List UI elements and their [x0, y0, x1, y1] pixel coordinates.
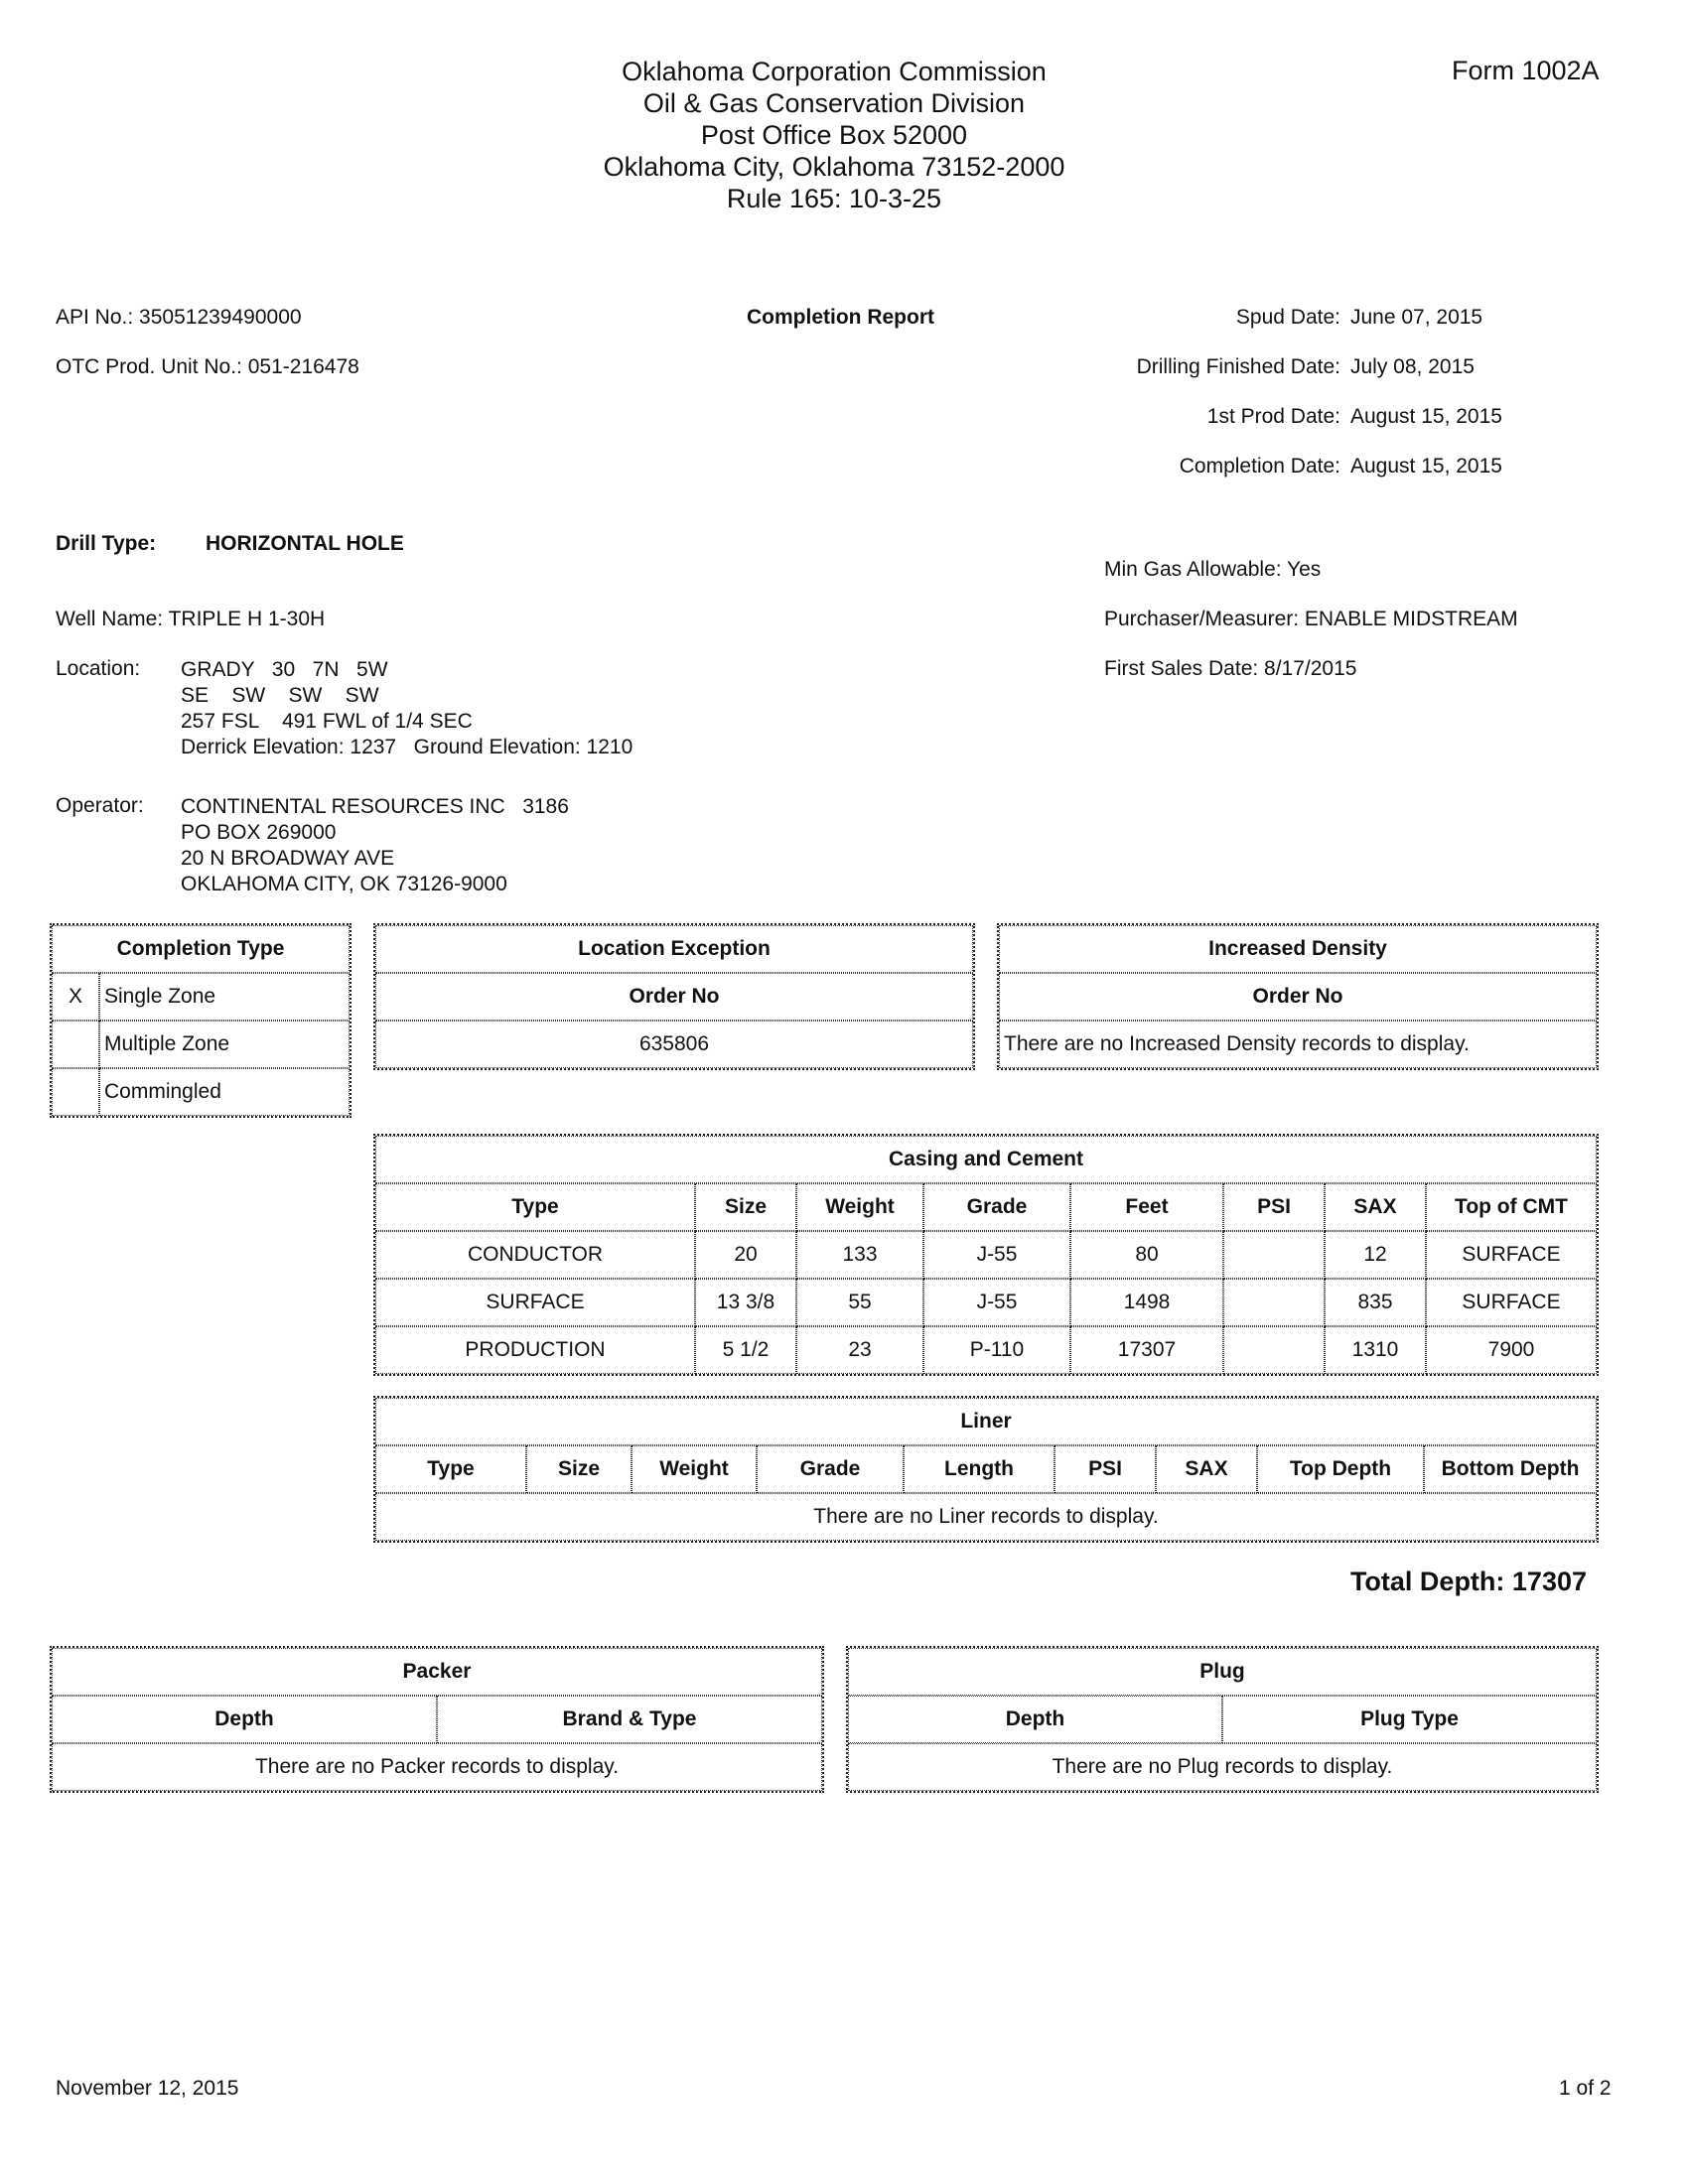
drilling-finished-value: July 08, 2015	[1350, 355, 1475, 378]
table-row	[848, 1743, 1597, 1791]
api-label: API No.:	[56, 306, 134, 329]
purchaser-measurer: Purchaser/Measurer: ENABLE MIDSTREAM	[1104, 608, 1518, 630]
casing-cell: 133	[796, 1231, 923, 1279]
increased-density-table	[997, 923, 1599, 1070]
table-row	[375, 1493, 1597, 1541]
liner-col-bottom-depth: Bottom Depth	[1424, 1445, 1597, 1493]
liner-col-top-depth: Top Depth	[1257, 1445, 1424, 1493]
liner-table	[373, 1396, 1599, 1543]
header-line: Rule 165: 10-3-25	[726, 184, 942, 213]
header-line: Post Office Box 52000	[700, 120, 968, 150]
otc-label: OTC Prod. Unit No.:	[56, 355, 242, 378]
otc-unit-number	[56, 355, 359, 379]
total-depth: Total Depth: 17307	[1349, 1567, 1587, 1596]
liner-col-sax: SAX	[1156, 1445, 1257, 1493]
packer-title: Packer	[52, 1648, 822, 1696]
spud-date-label: Spud Date:	[1235, 306, 1340, 329]
table-row	[375, 1231, 1597, 1279]
location-exception-title: Location Exception	[375, 925, 973, 973]
header-line: Oklahoma City, Oklahoma 73152-2000	[603, 152, 1065, 182]
casing-cell: SURFACE	[1426, 1279, 1597, 1326]
table-row	[52, 973, 350, 1021]
plug-header-row	[848, 1696, 1597, 1743]
packer-table	[50, 1646, 824, 1793]
plug-col-depth: Depth	[848, 1696, 1222, 1743]
operator-line: CONTINENTAL RESOURCES INC 3186	[181, 795, 569, 818]
well-name-value: TRIPLE H 1-30H	[168, 608, 326, 630]
location-line: GRADY 30 7N 5W	[181, 658, 388, 681]
plug-col-type: Plug Type	[1222, 1696, 1597, 1743]
page-number: 1 of 2	[1559, 2077, 1612, 2100]
casing-header-row	[375, 1183, 1597, 1231]
first-prod-label: 1st Prod Date:	[1206, 405, 1340, 428]
completion-mark	[52, 1021, 99, 1068]
casing-cell: CONDUCTOR	[375, 1231, 695, 1279]
casing-cell: 5 1/2	[695, 1326, 796, 1374]
commission-header	[0, 56, 1668, 214]
casing-cell: SURFACE	[1426, 1231, 1597, 1279]
table-row	[52, 1743, 822, 1791]
casing-cell: 1310	[1325, 1326, 1426, 1374]
liner-header-row	[375, 1445, 1597, 1493]
header-line: Oil & Gas Conservation Division	[642, 88, 1026, 118]
location-line: SE SW SW SW	[181, 684, 379, 707]
liner-title: Liner	[375, 1398, 1597, 1445]
operator-line: 20 N BROADWAY AVE	[181, 847, 395, 870]
plug-table	[846, 1646, 1599, 1793]
packer-col-brand-type: Brand & Type	[437, 1696, 822, 1743]
liner-col-type: Type	[375, 1445, 526, 1493]
casing-col-grade: Grade	[923, 1183, 1070, 1231]
casing-cell: 1498	[1070, 1279, 1223, 1326]
casing-cell	[1223, 1326, 1325, 1374]
liner-col-weight: Weight	[632, 1445, 757, 1493]
casing-cell: 23	[796, 1326, 923, 1374]
casing-cell: P-110	[923, 1326, 1070, 1374]
completion-label: Single Zone	[99, 973, 350, 1021]
increased-density-title: Increased Density	[999, 925, 1597, 973]
api-number	[56, 306, 302, 330]
casing-col-feet: Feet	[1070, 1183, 1223, 1231]
completion-type-title: Completion Type	[52, 925, 350, 973]
table-row	[999, 1021, 1597, 1068]
liner-col-grade: Grade	[757, 1445, 904, 1493]
form-number: Form 1002A	[1452, 56, 1600, 85]
casing-col-top-cmt: Top of CMT	[1426, 1183, 1597, 1231]
order-no-header: Order No	[999, 973, 1597, 1021]
location-line: 257 FSL 491 FWL of 1/4 SEC	[181, 710, 473, 733]
location-exception-table	[373, 923, 975, 1070]
casing-cell: SURFACE	[375, 1279, 695, 1326]
well-name-label: Well Name:	[56, 608, 164, 630]
packer-col-depth: Depth	[52, 1696, 437, 1743]
casing-col-type: Type	[375, 1183, 695, 1231]
api-value: 35051239490000	[139, 306, 302, 329]
first-prod-value: August 15, 2015	[1350, 405, 1502, 428]
casing-cell: PRODUCTION	[375, 1326, 695, 1374]
casing-cell: J-55	[923, 1279, 1070, 1326]
order-no-value: 635806	[375, 1021, 973, 1068]
location-label: Location:	[56, 657, 141, 680]
plug-title: Plug	[848, 1648, 1597, 1696]
operator-line: PO BOX 269000	[181, 821, 337, 844]
completion-label: Commingled	[99, 1068, 350, 1116]
min-gas-allowable: Min Gas Allowable: Yes	[1104, 558, 1322, 581]
casing-cell: J-55	[923, 1231, 1070, 1279]
completion-mark: X	[52, 973, 99, 1021]
location-block	[181, 657, 633, 760]
casing-cell: 55	[796, 1279, 923, 1326]
completion-type-table	[50, 923, 352, 1118]
table-row	[52, 1021, 350, 1068]
completion-date-label: Completion Date:	[1179, 455, 1340, 478]
drilling-finished-label: Drilling Finished Date:	[1136, 355, 1340, 378]
liner-col-size: Size	[526, 1445, 632, 1493]
completion-label: Multiple Zone	[99, 1021, 350, 1068]
liner-col-length: Length	[904, 1445, 1055, 1493]
casing-cell: 80	[1070, 1231, 1223, 1279]
casing-cell: 13 3/8	[695, 1279, 796, 1326]
order-no-header: Order No	[375, 973, 973, 1021]
liner-col-psi: PSI	[1055, 1445, 1156, 1493]
casing-cell: 12	[1325, 1231, 1426, 1279]
spud-date-value: June 07, 2015	[1350, 306, 1483, 329]
well-name	[56, 608, 325, 631]
casing-cell: 835	[1325, 1279, 1426, 1326]
drill-type-label: Drill Type:	[56, 532, 157, 555]
casing-cell: 17307	[1070, 1326, 1223, 1374]
operator-block	[181, 794, 569, 897]
casing-title: Casing and Cement	[375, 1136, 1597, 1183]
dates-labels	[1033, 306, 1340, 504]
casing-col-sax: SAX	[1325, 1183, 1426, 1231]
table-row	[375, 1326, 1597, 1374]
operator-line: OKLAHOMA CITY, OK 73126-9000	[181, 873, 507, 895]
table-row	[52, 1068, 350, 1116]
casing-cell	[1223, 1231, 1325, 1279]
table-row	[375, 1021, 973, 1068]
casing-col-weight: Weight	[796, 1183, 923, 1231]
drill-type-value: HORIZONTAL HOLE	[206, 532, 404, 555]
dates-values	[1350, 306, 1502, 504]
packer-empty: There are no Packer records to display.	[52, 1743, 822, 1791]
casing-cement-table	[373, 1134, 1599, 1376]
footer-date: November 12, 2015	[56, 2077, 239, 2100]
first-sales-date: First Sales Date: 8/17/2015	[1104, 657, 1357, 680]
casing-cell	[1223, 1279, 1325, 1326]
casing-cell: 7900	[1426, 1326, 1597, 1374]
liner-empty: There are no Liner records to display.	[375, 1493, 1597, 1541]
table-row	[375, 1279, 1597, 1326]
completion-date-value: August 15, 2015	[1350, 455, 1502, 478]
casing-col-size: Size	[695, 1183, 796, 1231]
location-line: Derrick Elevation: 1237 Ground Elevation: 1210	[181, 736, 633, 758]
operator-label: Operator:	[56, 794, 144, 817]
report-title: Completion Report	[747, 306, 934, 329]
otc-value: 051-216478	[247, 355, 359, 378]
increased-density-empty: There are no Increased Density records to display.	[999, 1021, 1597, 1068]
header-line: Oklahoma Corporation Commission	[622, 57, 1047, 86]
completion-mark	[52, 1068, 99, 1116]
plug-empty: There are no Plug records to display.	[848, 1743, 1597, 1791]
casing-cell: 20	[695, 1231, 796, 1279]
packer-header-row	[52, 1696, 822, 1743]
casing-col-psi: PSI	[1223, 1183, 1325, 1231]
